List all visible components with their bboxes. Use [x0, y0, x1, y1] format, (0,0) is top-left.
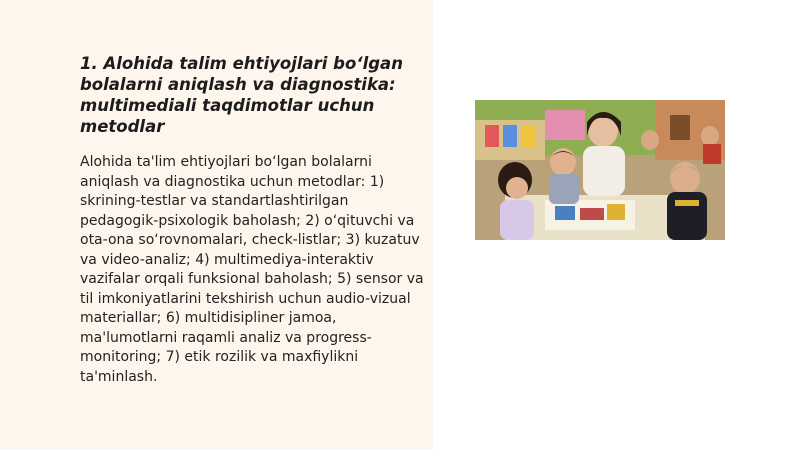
classroom-photo-illustration: [475, 100, 725, 240]
slide-title: 1. Alohida talim ehtiyojlari bo‘lgan bolalarni aniqlash va diagnostika: multimediali taqdimotlar uchun metodlar: [80, 54, 403, 136]
classroom-photo: [475, 100, 725, 240]
slide-body-text: Alohida ta'lim ehtiyojlari bo‘lgan bolalarni aniqlash va diagnostika uchun metodlar: 1) skrining-testlar va standartlashtirilgan pedagogik-psixologik baholash; 2) o‘qituvchi va ota-ona so‘rovnomalari, check-listlar; 3) kuzatuv va video-analiz; 4) multimediya-interaktiv vazifalar orqali funksional baholash; 5) sensor va til imkoniyatlarini tekshirish uchun audio-vizual materiallar; 6) multidisipliner jamoa, ma'lumotlarni raqamli analiz va progress-monitoring; 7) etik rozilik va maxfiylikni ta'minlash.: [80, 154, 424, 385]
